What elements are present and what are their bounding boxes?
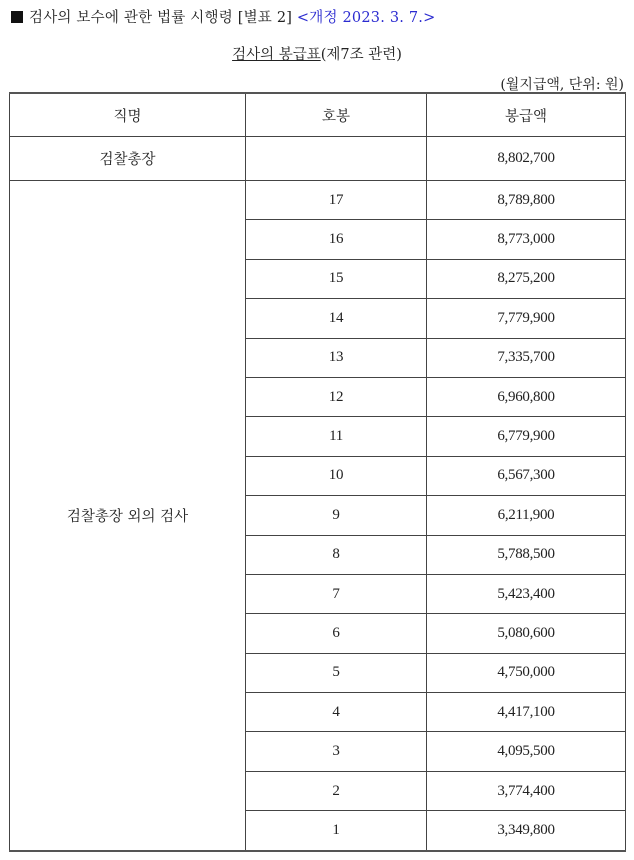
- cell-grade: 1: [246, 811, 427, 851]
- cell-amount: 8,275,200: [427, 259, 626, 298]
- header-amount: 봉급액: [427, 93, 626, 137]
- salary-table: [9, 92, 626, 852]
- unit-note: (월지급액, 단위: 원): [500, 77, 624, 93]
- cell-grade: 5: [246, 653, 427, 692]
- cell-grade: 13: [246, 338, 427, 377]
- cell-grade: 14: [246, 299, 427, 338]
- cell-amount: 6,779,900: [427, 417, 626, 456]
- cell-grade: 10: [246, 456, 427, 495]
- cell-amount: 4,750,000: [427, 653, 626, 692]
- cell-grade: [246, 137, 427, 181]
- cell-amount: 4,095,500: [427, 732, 626, 771]
- cell-grade: 16: [246, 220, 427, 259]
- cell-amount: 6,211,900: [427, 496, 626, 535]
- cell-amount: 6,567,300: [427, 456, 626, 495]
- cell-grade: 11: [246, 417, 427, 456]
- cell-grade: 3: [246, 732, 427, 771]
- cell-grade: 17: [246, 181, 427, 220]
- black-square-icon: [11, 11, 23, 23]
- cell-grade: 12: [246, 377, 427, 416]
- table-row: [10, 181, 626, 220]
- cell-amount: 5,080,600: [427, 614, 626, 653]
- cell-amount: 7,335,700: [427, 338, 626, 377]
- cell-amount: 8,773,000: [427, 220, 626, 259]
- table-title: [0, 43, 634, 64]
- cell-amount: 5,423,400: [427, 574, 626, 613]
- heading-text: 검사의 보수에 관한 법률 시행령 [별표 2]: [29, 10, 293, 26]
- cell-grade: 4: [246, 693, 427, 732]
- document-heading: [11, 6, 435, 27]
- header-grade: 호봉: [246, 93, 427, 137]
- cell-grade: 8: [246, 535, 427, 574]
- revision-link[interactable]: <개정 2023. 3. 7.>: [296, 10, 436, 26]
- cell-amount: 3,349,800: [427, 811, 626, 851]
- cell-position-group: 검찰총장 외의 검사: [10, 181, 246, 851]
- cell-grade: 2: [246, 771, 427, 810]
- cell-amount: 6,960,800: [427, 377, 626, 416]
- cell-amount: 8,802,700: [427, 137, 626, 181]
- title-main: 검사의 봉급표: [232, 47, 321, 63]
- cell-grade: 9: [246, 496, 427, 535]
- cell-amount: 7,779,900: [427, 299, 626, 338]
- cell-position: 검찰총장: [10, 137, 246, 181]
- cell-amount: 4,417,100: [427, 693, 626, 732]
- cell-amount: 5,788,500: [427, 535, 626, 574]
- cell-amount: 3,774,400: [427, 771, 626, 810]
- cell-amount: 8,789,800: [427, 181, 626, 220]
- header-position: 직명: [10, 93, 246, 137]
- table-row-chief: [10, 137, 626, 181]
- cell-grade: 15: [246, 259, 427, 298]
- title-suffix: (제7조 관련): [320, 47, 402, 63]
- cell-grade: 6: [246, 614, 427, 653]
- header-row: [10, 93, 626, 137]
- cell-grade: 7: [246, 574, 427, 613]
